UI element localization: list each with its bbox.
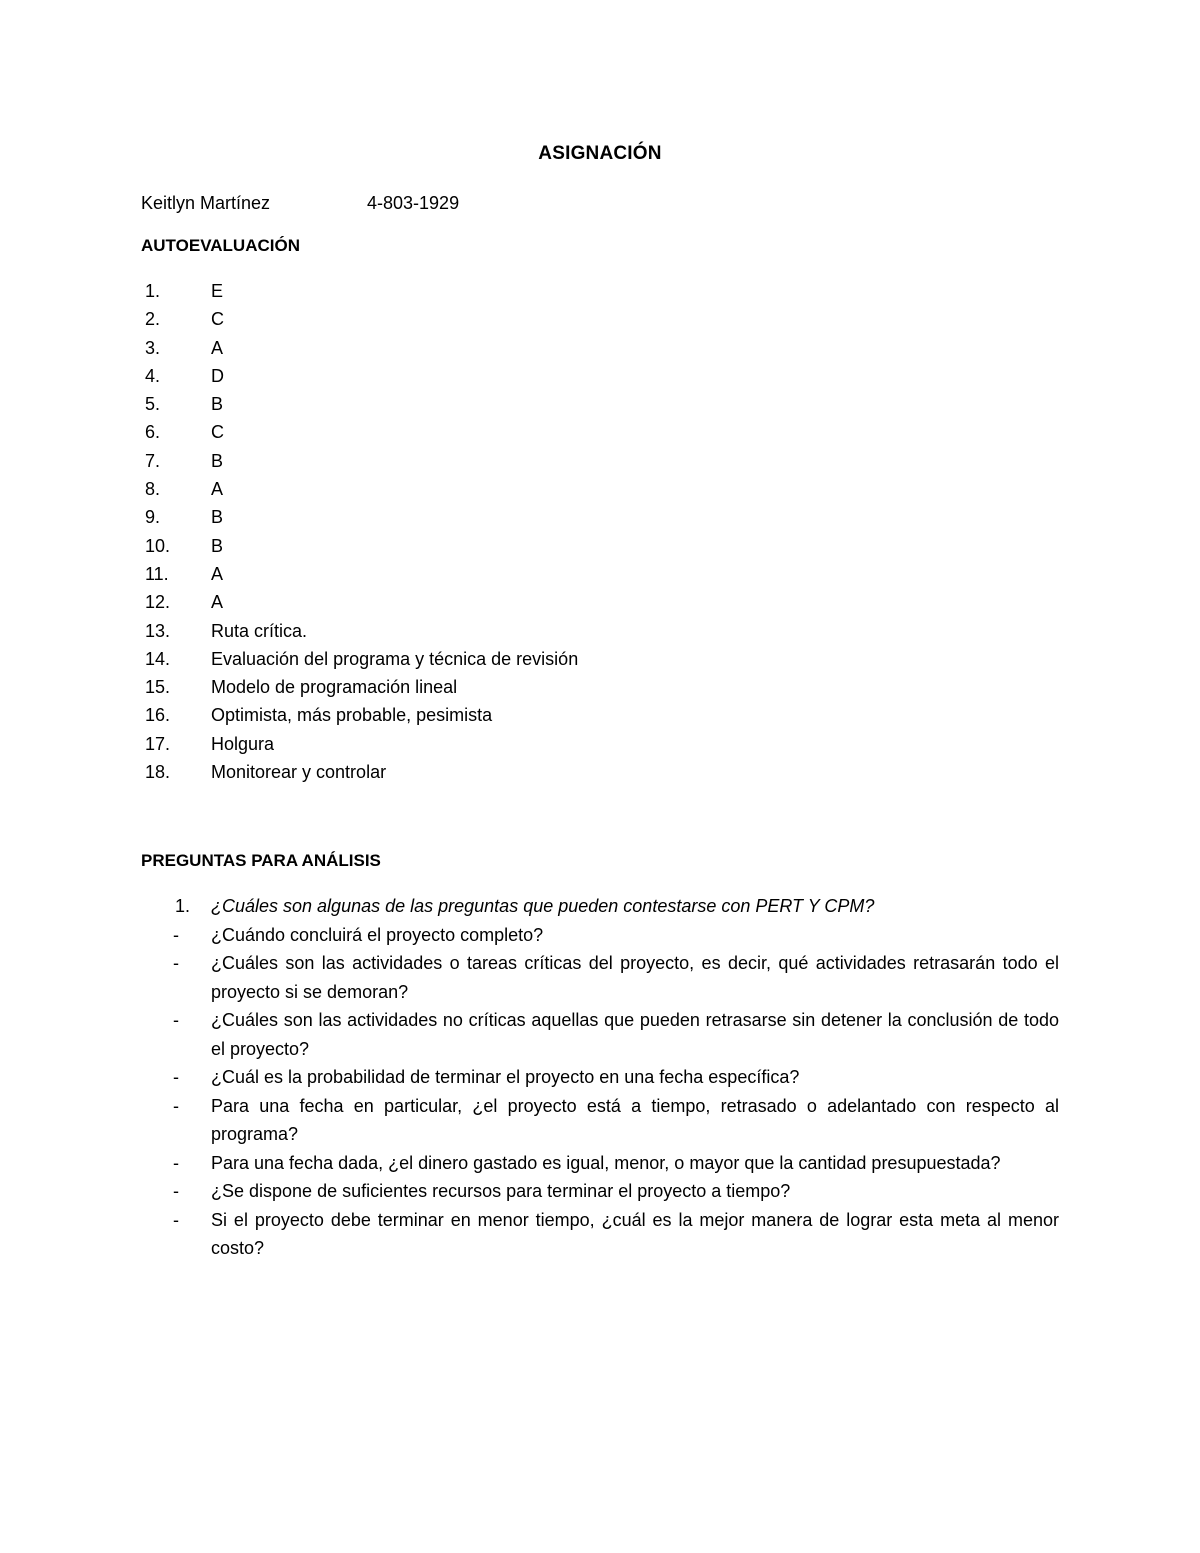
analisis-list: [141, 892, 1059, 1263]
answer-item: [141, 921, 1059, 950]
item-text: B: [211, 507, 224, 528]
item-number: 1.: [145, 281, 161, 301]
item-number: 7.: [145, 450, 161, 471]
answer-item: [141, 1149, 1059, 1178]
item-number: 8.: [145, 479, 161, 500]
answer-text: Si el proyecto debe terminar en menor tiempo, ¿cuál es la mejor manera de lograr esta meta al menor costo?: [211, 1209, 1059, 1258]
bullet-dash: -: [173, 1181, 179, 1201]
item-text: E: [211, 281, 224, 301]
item-number: 16.: [145, 705, 171, 726]
autoevaluacion-heading: AUTOEVALUACIÓN: [141, 236, 300, 255]
item-text: A: [211, 337, 224, 358]
bullet-dash: -: [173, 1209, 179, 1230]
item-text: C: [211, 422, 224, 443]
answer-text: Para una fecha en particular, ¿el proyecto está a tiempo, retrasado o adelantado con respecto al programa?: [211, 1095, 1059, 1144]
item-text: B: [211, 394, 224, 415]
item-number: 10.: [145, 535, 171, 556]
bullet-dash: -: [173, 953, 179, 973]
item-text: Evaluación del programa y técnica de revisión: [211, 648, 579, 669]
item-text: C: [211, 309, 224, 330]
item-text: Modelo de programación lineal: [211, 677, 458, 698]
item-number: 5.: [145, 394, 161, 415]
item-text: Holgura: [211, 733, 275, 754]
bullet-dash: -: [173, 1152, 179, 1173]
answer-text: ¿Cuáles son las actividades o tareas críticas del proyecto, es decir, qué actividades retrasarán todo el proyecto si se demoran?: [211, 953, 1059, 1002]
item-number: 11.: [145, 563, 169, 584]
question-text: ¿Cuáles son algunas de las preguntas que pueden contestarse con PERT Y CPM?: [211, 896, 875, 916]
answer-text: ¿Cuándo concluirá el proyecto completo?: [211, 924, 544, 945]
item-text: Ruta crítica.: [211, 620, 308, 641]
item-number: 18.: [145, 762, 171, 783]
item-text: A: [211, 479, 224, 500]
analisis-heading: PREGUNTAS PARA ANÁLISIS: [141, 851, 381, 870]
item-number: 3.: [145, 337, 161, 358]
bullet-dash: -: [173, 1067, 179, 1087]
answer-text: ¿Se dispone de suficientes recursos para terminar el proyecto a tiempo?: [211, 1181, 791, 1201]
bullet-dash: -: [173, 1010, 179, 1030]
item-text: A: [211, 592, 224, 613]
item-text: Monitorear y controlar: [211, 762, 387, 783]
item-text: D: [211, 365, 224, 386]
answer-text: ¿Cuál es la probabilidad de terminar el proyecto en una fecha específica?: [211, 1067, 800, 1087]
answer-item: [141, 1206, 1059, 1263]
answer-item: [141, 1092, 1059, 1149]
item-number: 9.: [145, 507, 161, 528]
question-number: 1.: [175, 896, 191, 916]
student-id: 4-803-1929: [367, 193, 460, 213]
item-number: 13.: [145, 620, 171, 641]
item-text: A: [211, 563, 224, 584]
question-item: [141, 892, 1059, 921]
answer-item: [141, 1177, 1059, 1206]
answer-item: [141, 1006, 1059, 1063]
item-text: B: [211, 450, 224, 471]
item-text: Optimista, más probable, pesimista: [211, 705, 493, 726]
student-name: Keitlyn Martínez: [141, 193, 271, 213]
bullet-dash: -: [173, 924, 179, 945]
item-number: 12.: [145, 592, 171, 613]
item-number: 4.: [145, 365, 161, 386]
answer-item: [141, 1063, 1059, 1092]
item-number: 2.: [145, 309, 161, 330]
item-number: 14.: [145, 648, 171, 669]
page-title: ASIGNACIÓN: [538, 143, 662, 164]
answer-text: ¿Cuáles son las actividades no críticas aquellas que pueden retrasarse sin detener la conclusión de todo el proyecto?: [211, 1010, 1059, 1059]
bullet-dash: -: [173, 1095, 179, 1116]
item-text: B: [211, 535, 224, 556]
item-number: 6.: [145, 422, 161, 443]
answer-item: [141, 949, 1059, 1006]
author-row: [141, 191, 459, 215]
answer-text: Para una fecha dada, ¿el dinero gastado es igual, menor, o mayor que la cantidad presupuestada?: [211, 1152, 1001, 1173]
item-number: 17.: [145, 733, 171, 754]
item-number: 15.: [145, 677, 171, 698]
